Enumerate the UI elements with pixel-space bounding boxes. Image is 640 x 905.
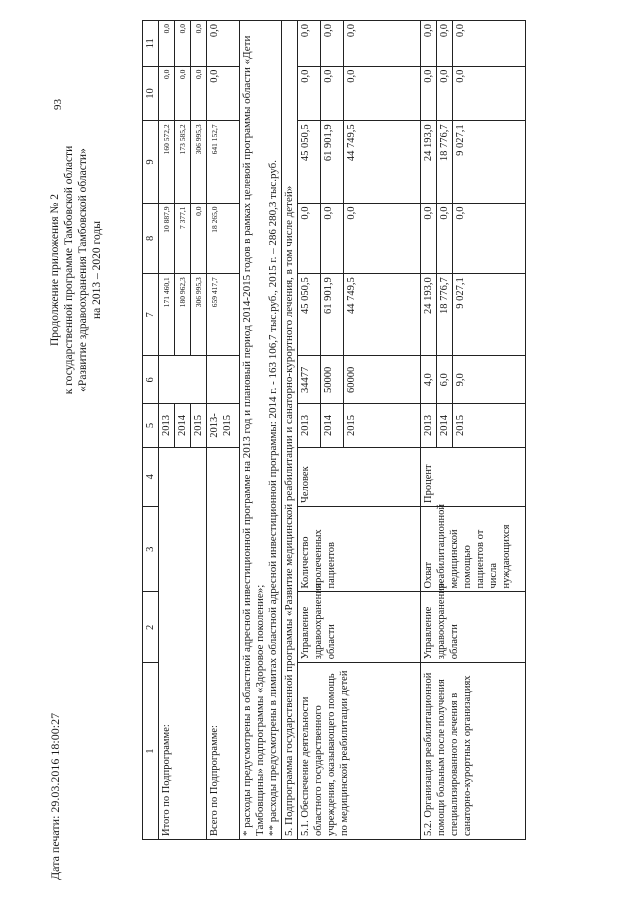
row52-value: 18 776,7 bbox=[437, 121, 453, 203]
row52-value: 0,0 bbox=[453, 203, 526, 274]
page-number: 93 bbox=[52, 99, 64, 110]
row51-value: 45 050,5 bbox=[298, 274, 321, 356]
col-num-9: 9 bbox=[143, 121, 159, 203]
row51-target: 60000 bbox=[344, 356, 421, 404]
subtotal-value: 306 995,3 bbox=[191, 121, 207, 203]
row52-value: 24 193,0 bbox=[421, 121, 437, 203]
row51-value: 0,0 bbox=[321, 66, 344, 121]
subtotal-year: 2015 bbox=[191, 404, 207, 447]
row51-value: 0,0 bbox=[344, 21, 421, 67]
subtotal-value: 10 887,9 bbox=[159, 203, 175, 274]
empty-cell bbox=[159, 356, 207, 404]
total-value: 18 265,0 bbox=[207, 203, 240, 274]
row52-value: 0,0 bbox=[421, 21, 437, 67]
note-1: * расходы предусмотрены в областной адресной инвестиционной программе на 2013 год и плановый период 2014-2015 годов в рамках целевой программы области «Дети Тамбовщины» подпрограммы «Здоровое поколение»; bbox=[241, 35, 266, 836]
row52-value: 0,0 bbox=[437, 66, 453, 121]
col-num-6: 6 bbox=[143, 356, 159, 404]
subtotal-value: 0,0 bbox=[159, 66, 175, 121]
row52-target: 9,0 bbox=[453, 356, 526, 404]
row51-value: 45 050,5 bbox=[298, 121, 321, 203]
table-row bbox=[298, 21, 321, 840]
header-line-2: к государственной программе Тамбовской области bbox=[63, 145, 75, 395]
subtotal-value: 0,0 bbox=[175, 21, 191, 67]
table-row bbox=[207, 21, 240, 840]
print-date: Дата печати: 29.03.2016 18:00:27 bbox=[48, 712, 62, 880]
subtotal-label: Итого по Подпрограмме: bbox=[159, 447, 207, 839]
row52-name: 5.2. Организация реабилитационной помощи больным после получения специализированного лечения в санаторно-курортных организациях bbox=[421, 663, 526, 840]
row52-indicator: Охват реабилитационной медицинской помощью пациентов от числа нуждающихся bbox=[421, 506, 526, 592]
subtotal-value: 7 377,1 bbox=[175, 203, 191, 274]
row51-value: 0,0 bbox=[344, 66, 421, 121]
table-row bbox=[159, 21, 175, 840]
row51-indicator: Количество пролеченных пациентов bbox=[298, 506, 421, 592]
col-num-10: 10 bbox=[143, 66, 159, 121]
subtotal-value: 160 572,2 bbox=[159, 121, 175, 203]
row51-name: 5.1. Обеспечение деятельности областного государственного учреждения, оказывающего помощь по медицинской реабилитации детей bbox=[298, 663, 421, 840]
row51-year: 2014 bbox=[321, 404, 344, 447]
row52-executor: Управление здравоохранения области bbox=[421, 592, 526, 663]
subtotal-value: 173 585,2 bbox=[175, 121, 191, 203]
subtotal-value: 0,0 bbox=[191, 66, 207, 121]
col-num-8: 8 bbox=[143, 203, 159, 274]
total-year: 2013-2015 bbox=[207, 404, 240, 447]
row52-value: 0,0 bbox=[421, 66, 437, 121]
row52-value: 0,0 bbox=[421, 203, 437, 274]
col-num-11: 11 bbox=[143, 21, 159, 67]
notes-row bbox=[240, 21, 282, 840]
row51-target: 34477 bbox=[298, 356, 321, 404]
col-num-2: 2 bbox=[143, 592, 159, 663]
budget-table bbox=[142, 20, 526, 840]
empty-cell bbox=[207, 356, 240, 404]
subtotal-value: 0,0 bbox=[175, 66, 191, 121]
col-num-3: 3 bbox=[143, 506, 159, 592]
row52-value: 9 027,1 bbox=[453, 274, 526, 356]
row51-year: 2013 bbox=[298, 404, 321, 447]
row51-value: 61 901,9 bbox=[321, 121, 344, 203]
total-value: 0,0 bbox=[207, 21, 240, 67]
row52-target: 4,0 bbox=[421, 356, 437, 404]
header-line-4: на 2013 – 2020 годы bbox=[91, 221, 103, 319]
row51-value: 61 901,9 bbox=[321, 274, 344, 356]
section-header-row bbox=[282, 21, 298, 840]
row51-value: 0,0 bbox=[321, 203, 344, 274]
row51-executor: Управление здравоохранения области bbox=[298, 592, 421, 663]
row52-year: 2013 bbox=[421, 404, 437, 447]
total-value: 641 152,7 bbox=[207, 121, 240, 203]
row52-value: 0,0 bbox=[437, 21, 453, 67]
subtotal-value: 0,0 bbox=[159, 21, 175, 67]
row52-value: 9 027,1 bbox=[453, 121, 526, 203]
row51-value: 0,0 bbox=[344, 203, 421, 274]
row51-target: 50000 bbox=[321, 356, 344, 404]
row52-value: 0,0 bbox=[453, 66, 526, 121]
row51-value: 44 749,5 bbox=[344, 121, 421, 203]
col-num-7: 7 bbox=[143, 274, 159, 356]
subtotal-value: 180 962,3 bbox=[175, 274, 191, 356]
row52-year: 2014 bbox=[437, 404, 453, 447]
row52-value: 24 193,0 bbox=[421, 274, 437, 356]
col-num-1: 1 bbox=[143, 663, 159, 840]
header-line-3: «Развитие здравоохранения Тамбовской области» bbox=[77, 148, 89, 392]
row51-value: 0,0 bbox=[298, 66, 321, 121]
col-num-4: 4 bbox=[143, 447, 159, 506]
total-label: Всего по Подпрограмме: bbox=[207, 447, 240, 839]
rotated-page bbox=[40, 20, 600, 880]
col-num-5: 5 bbox=[143, 404, 159, 447]
column-number-row bbox=[143, 21, 159, 840]
row52-year: 2015 bbox=[453, 404, 526, 447]
row52-value: 18 776,7 bbox=[437, 274, 453, 356]
total-value: 0,0 bbox=[207, 66, 240, 121]
row51-value: 0,0 bbox=[298, 203, 321, 274]
subtotal-value: 306 995,3 bbox=[191, 274, 207, 356]
total-value: 659 417,7 bbox=[207, 274, 240, 356]
row51-year: 2015 bbox=[344, 404, 421, 447]
row52-value: 0,0 bbox=[437, 203, 453, 274]
row52-target: 6,0 bbox=[437, 356, 453, 404]
section-5-title: 5. Подпрограмма государственной программы «Развитие медицинской реабилитации и санаторно-курортного лечения, в том числе детей» bbox=[282, 21, 298, 840]
row52-value: 0,0 bbox=[453, 21, 526, 67]
row51-value: 0,0 bbox=[298, 21, 321, 67]
row51-value: 44 749,5 bbox=[344, 274, 421, 356]
row52-unit: Процент bbox=[421, 447, 526, 506]
row51-unit: Человек bbox=[298, 447, 421, 506]
subtotal-value: 171 460,1 bbox=[159, 274, 175, 356]
row51-value: 0,0 bbox=[321, 21, 344, 67]
notes-cell bbox=[240, 21, 282, 840]
note-2: ** расходы предусмотрены в лимитах областной адресной инвестиционной программы: 2014 г. - 163 106,7 тыс.руб., 2015 г. – 286 280,3 тыс.руб. bbox=[267, 159, 279, 836]
subtotal-year: 2014 bbox=[175, 404, 191, 447]
header-line-1: Продолжение приложения № 2 bbox=[49, 193, 61, 347]
subtotal-value: 0,0 bbox=[191, 21, 207, 67]
subtotal-year: 2013 bbox=[159, 404, 175, 447]
table-row bbox=[421, 21, 437, 840]
subtotal-value: 0,0 bbox=[191, 203, 207, 274]
